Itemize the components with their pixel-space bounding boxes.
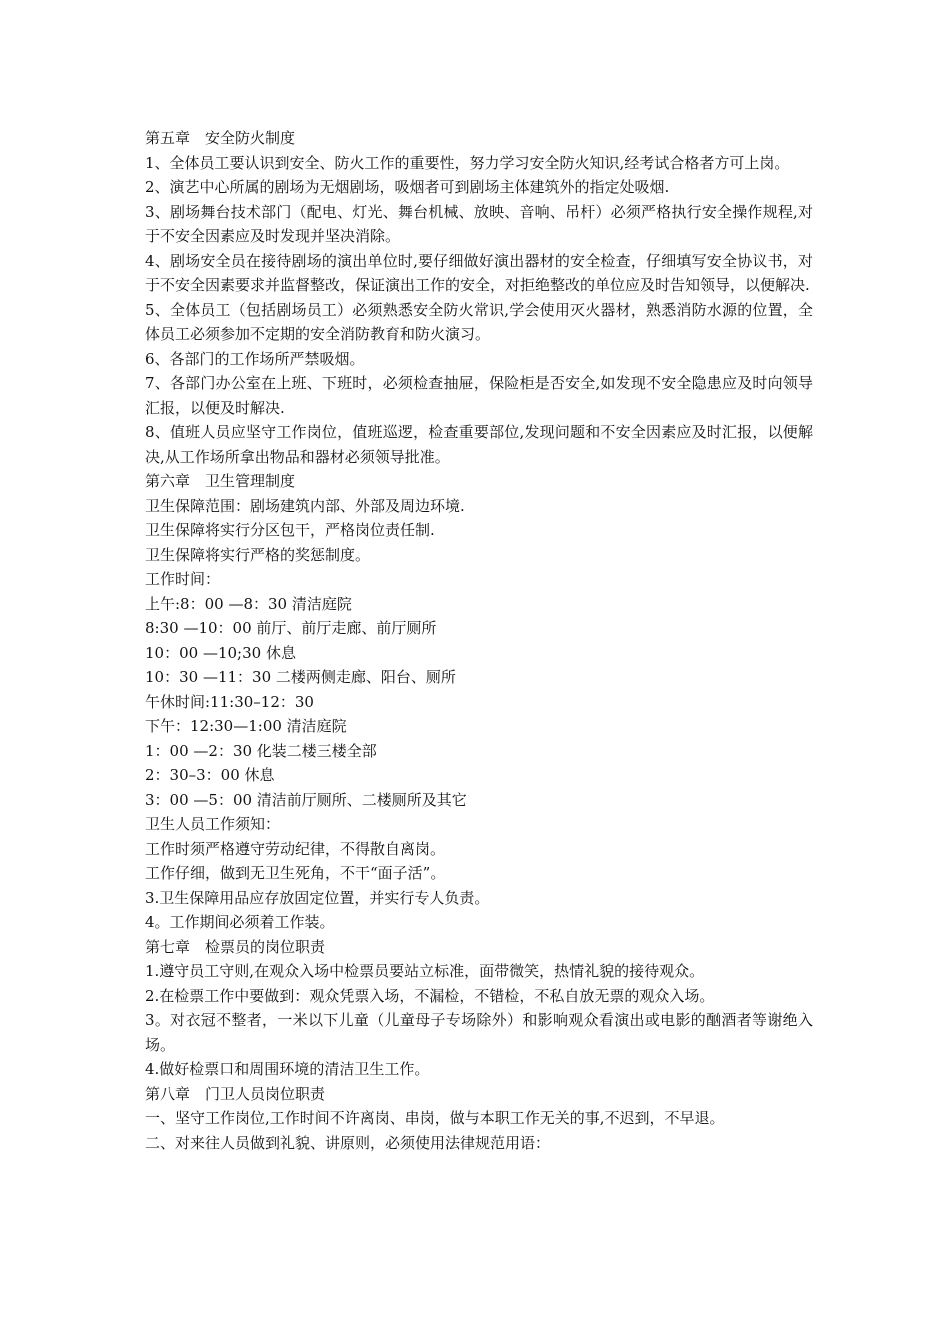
- chapter-heading: 第七章 检票员的岗位职责: [145, 937, 326, 956]
- chapter-heading: 第八章 门卫人员岗位职责: [145, 1084, 326, 1103]
- paragraph: 一、坚守工作岗位,工作时间不许离岗、串岗，做与本职工作无关的事,不迟到，不早退。: [145, 1109, 725, 1127]
- paragraph: 8:30 —10：00 前厅、前厅走廊、前厅厕所: [145, 619, 437, 637]
- paragraph: 1、全体员工要认识到安全、防火工作的重要性，努力学习安全防火知识,经考试合格者方可上岗。: [145, 153, 790, 172]
- paragraph: 1：00 —2：30 化装二楼三楼全部: [145, 741, 377, 760]
- paragraph: 2：30–3：00 休息: [145, 766, 275, 784]
- chapter-heading: 第五章 安全防火制度: [145, 129, 296, 147]
- paragraph: 6、各部门的工作场所严禁吸烟。: [145, 349, 365, 368]
- paragraph: 卫生保障将实行严格的奖惩制度。: [145, 545, 371, 564]
- paragraph: 卫生保障范围：剧场建筑内部、外部及周边环境.: [145, 496, 465, 515]
- paragraph: 3、剧场舞台技术部门（配电、灯光、舞台机械、放映、音响、吊杆）必须严格执行安全操作规程,对于不安全因素应及时发现并坚决消除。: [145, 202, 813, 245]
- paragraph: 3.卫生保障用品应存放固定位置，并实行专人负责。: [145, 888, 490, 907]
- paragraph: 4、剧场安全员在接待剧场的演出单位时,要仔细做好演出器材的安全检查，仔细填写安全协议书，对于不安全因素要求并监督整改，保证演出工作的安全，对拒绝整改的单位应及时告知领导，以便解决.: [145, 251, 813, 294]
- paragraph: 10：00 —10;30 休息: [145, 643, 296, 662]
- paragraph: 4。工作期间必须着工作装。: [145, 913, 335, 931]
- paragraph: 卫生人员工作须知：: [145, 815, 281, 833]
- paragraph: 工作时间：: [145, 570, 221, 588]
- paragraph: 上午:8：00 —8：30 清洁庭院: [145, 594, 352, 613]
- paragraph: 下午：12:30—1:00 清洁庭院: [145, 717, 347, 735]
- paragraph: 工作时须严格遵守劳动纪律，不得散自离岗。: [145, 839, 446, 858]
- paragraph: 2.在检票工作中要做到：观众凭票入场，不漏检，不错检，不私自放无票的观众入场。: [145, 986, 715, 1005]
- paragraph: 3：00 —5：00 清洁前厅厕所、二楼厕所及其它: [145, 790, 467, 809]
- paragraph: 工作仔细，做到无卫生死角，不干“面子活”。: [145, 864, 446, 882]
- chapter-heading: 第六章 卫生管理制度: [145, 472, 296, 490]
- paragraph: 二、对来往人员做到礼貌、讲原则，必须使用法律规范用语：: [145, 1133, 551, 1152]
- document-body: [145, 126, 813, 1155]
- paragraph: 7、各部门办公室在上班、下班时，必须检查抽屉，保险柜是否安全,如发现不安全隐患应及时向领导汇报，以便及时解决.: [145, 374, 813, 417]
- paragraph: 2、演艺中心所属的剧场为无烟剧场，吸烟者可到剧场主体建筑外的指定处吸烟.: [145, 178, 670, 196]
- paragraph: 卫生保障将实行分区包干，严格岗位责任制.: [145, 521, 435, 539]
- paragraph: 8、值班人员应坚守工作岗位，值班巡逻，检查重要部位,发现问题和不安全因素应及时汇报，以便解决,从工作场所拿出物品和器材必须领导批准。: [145, 423, 813, 466]
- paragraph: 10：30 —11：30 二楼两侧走廊、阳台、厕所: [145, 668, 456, 686]
- paragraph: 午休时间:11:30–12：30: [145, 692, 314, 711]
- paragraph: 3。对衣冠不整者，一米以下儿童（儿童母子专场除外）和影响观众看演出或电影的酗酒者等谢绝入场。: [145, 1011, 813, 1054]
- paragraph: 1.遵守员工守则,在观众入场中检票员要站立标准，面带微笑，热情礼貌的接待观众。: [145, 962, 705, 980]
- paragraph: 4.做好检票口和周围环境的清洁卫生工作。: [145, 1060, 430, 1078]
- paragraph: 5、全体员工（包括剧场员工）必须熟悉安全防火常识,学会使用灭火器材，熟悉消防水源的位置，全体员工必须参加不定期的安全消防教育和防火演习。: [145, 300, 813, 343]
